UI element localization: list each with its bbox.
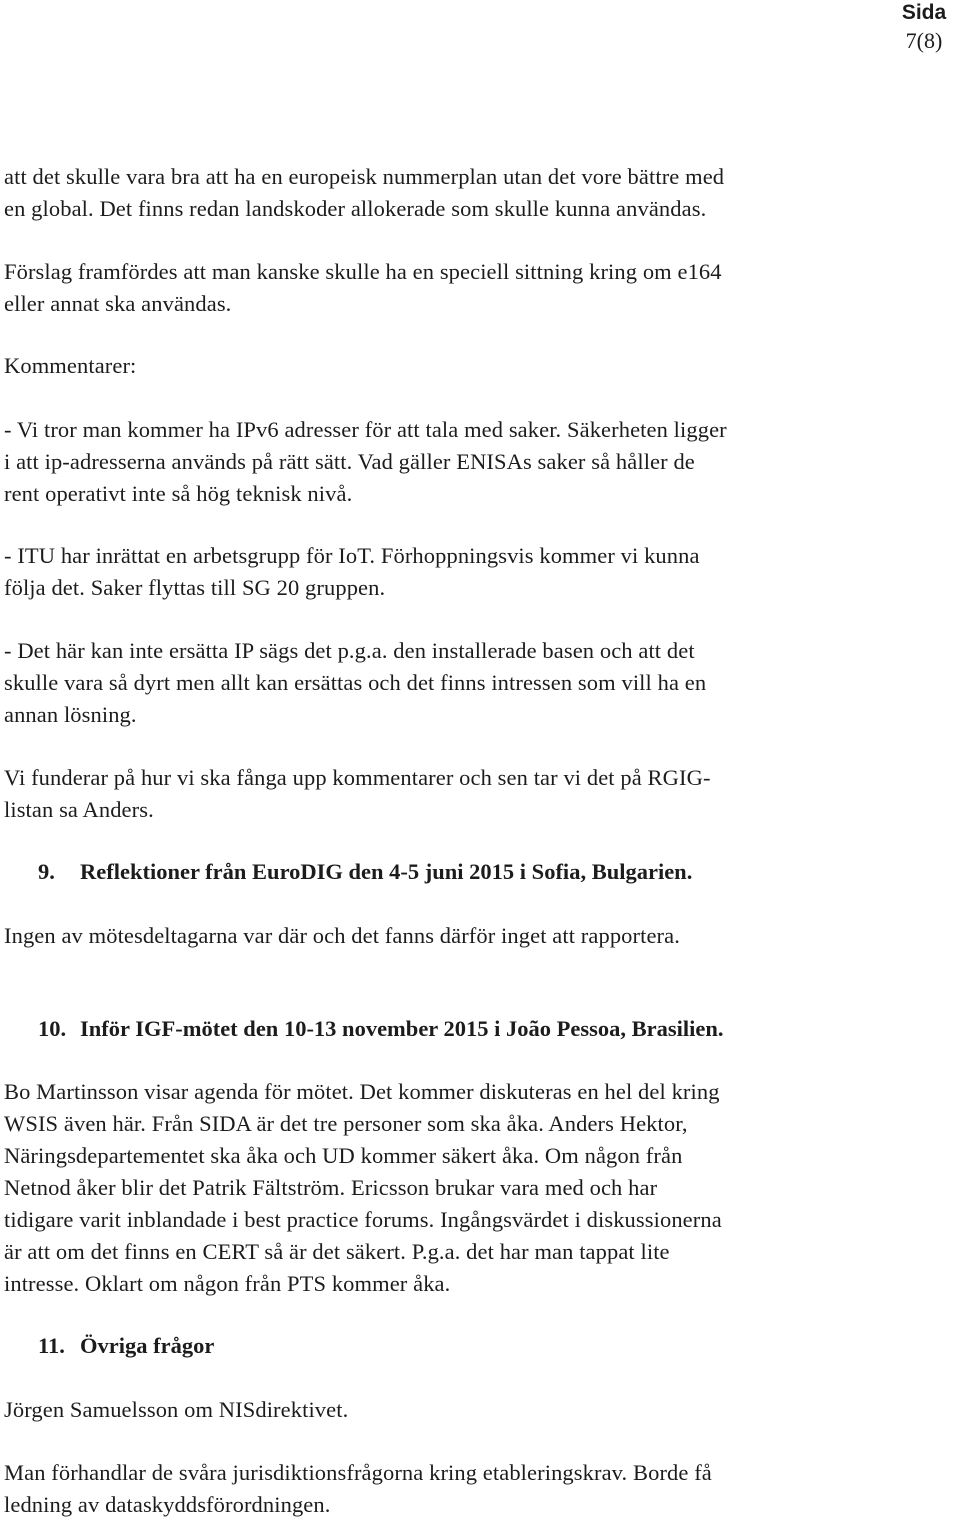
page-header <box>894 0 954 56</box>
section-heading-ovriga <box>38 1330 214 1362</box>
section-number: 10. <box>38 1016 67 1041</box>
section-number: 9. <box>38 859 55 884</box>
paragraph-comment-itu: - ITU har inrättat en arbetsgrupp för IoT. Förhoppningsvis kommer vi kunna följa det. Saker flyttas till SG 20 gruppen. <box>4 543 700 600</box>
paragraph-rgig: Vi funderar på hur vi ska fånga upp kommentarer och sen tar vi det på RGIG- listan sa Anders. <box>4 765 711 822</box>
paragraph-nummerplan: att det skulle vara bra att ha en europeisk nummerplan utan det vore bättre med en global. Det finns redan landskoder allokerade som skulle kunna användas. <box>4 164 725 221</box>
page-number: 7(8) <box>905 28 943 53</box>
paragraph-forslag: Förslag framfördes att man kanske skulle ha en speciell sittning kring om e164 eller annat ska användas. <box>4 259 722 316</box>
section-heading-igf <box>38 1013 724 1045</box>
paragraph-eurodig: Ingen av mötesdeltagarna var där och det fanns därför inget att rapportera. <box>4 923 680 948</box>
section-title: Övriga frågor <box>80 1333 215 1358</box>
paragraph-kommentarer-label: Kommentarer: <box>4 353 137 378</box>
page-label: Sida <box>901 1 947 24</box>
section-title: Reflektioner från EuroDIG den 4-5 juni 2015 i Sofia, Bulgarien. <box>80 859 693 884</box>
section-number: 11. <box>38 1333 65 1358</box>
section-title: Inför IGF-mötet den 10-13 november 2015 i João Pessoa, Brasilien. <box>80 1016 724 1041</box>
paragraph-igf: Bo Martinsson visar agenda för mötet. Det kommer diskuteras en hel del kring WSIS även här. Från SIDA är det tre personer som ska åka. Anders Hektor, Näringsdepartementet ska åka och UD kommer säkert åka. Om någon från Netnod åker blir det Patrik Fältström. Ericsson brukar vara med och har tidigare varit inblandade i best practice forums. Ingångsvärdet i diskussionerna är att om det finns en CERT så är det säkert. P.g.a. det har man tappat lite intresse. Oklart om någon från PTS kommer åka. <box>4 1079 722 1296</box>
paragraph-nis: Jörgen Samuelsson om NISdirektivet. <box>4 1397 349 1422</box>
section-heading-eurodig <box>38 856 692 888</box>
paragraph-jurisdiktion: Man förhandlar de svåra jurisdiktionsfrågorna kring etableringskrav. Borde få ledning av dataskyddsförordningen. <box>4 1460 712 1517</box>
paragraph-comment-ipv6: - Vi tror man kommer ha IPv6 adresser för att tala med saker. Säkerheten ligger i att ip-adresserna används på rätt sätt. Vad gäller ENISAs saker så håller de rent operativt inte så hög teknisk nivå. <box>4 417 727 506</box>
paragraph-comment-ip: - Det här kan inte ersätta IP sägs det p.g.a. den installerade basen och att det skulle vara så dyrt men allt kan ersättas och det finns intressen som vill ha en annan lösning. <box>4 638 707 727</box>
